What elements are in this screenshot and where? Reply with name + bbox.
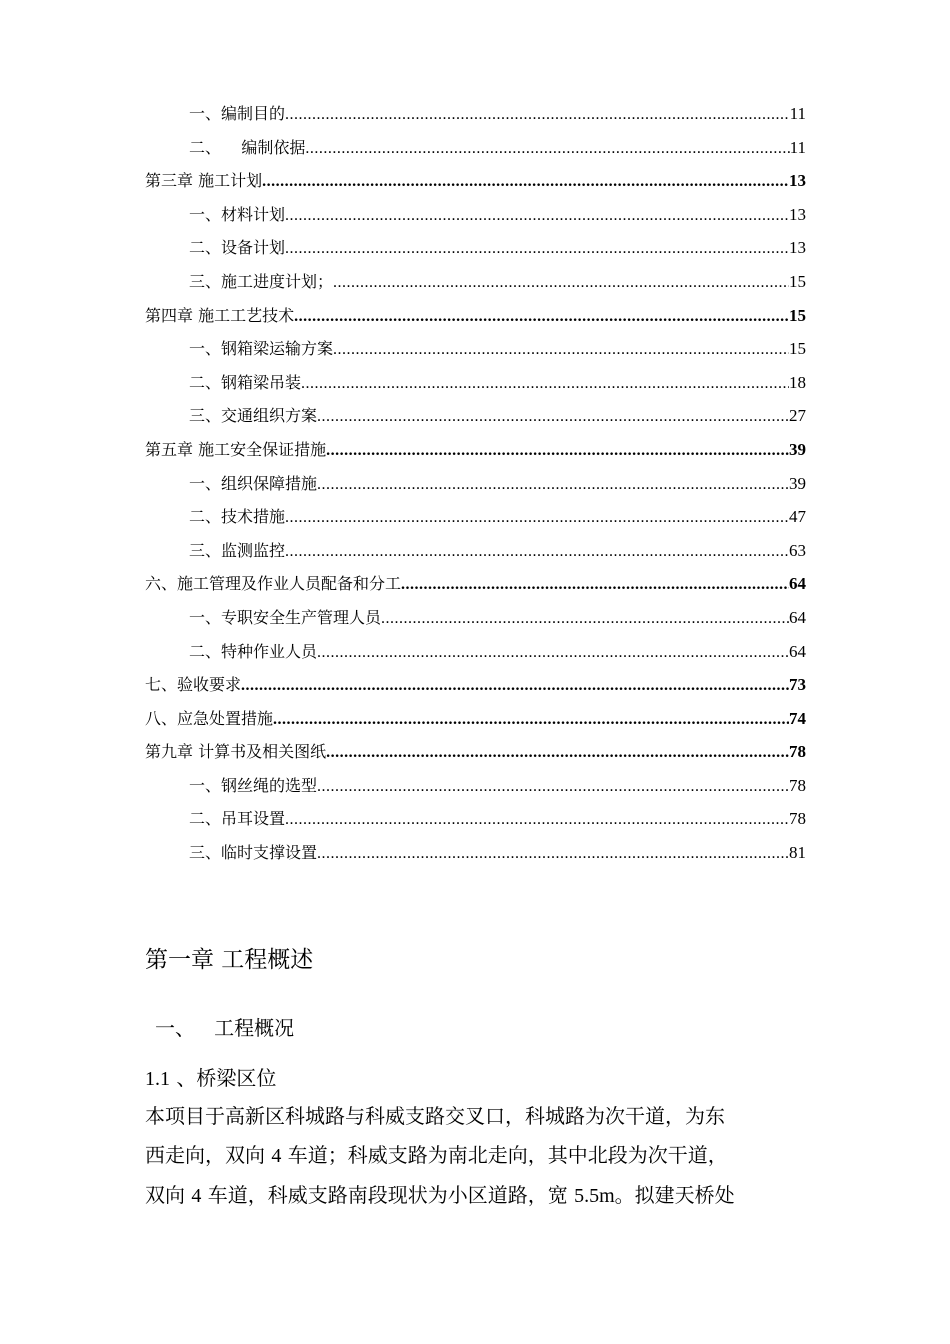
toc-entry-page: 15	[789, 271, 806, 291]
toc-leader-dots	[326, 736, 789, 770]
toc-entry-title: 一、专职安全生产管理人员	[189, 607, 382, 627]
toc-leader-dots	[317, 837, 789, 871]
toc-entry-page: 13	[789, 171, 806, 191]
toc-entry-page: 39	[789, 439, 806, 459]
toc-entry[interactable]	[145, 332, 806, 366]
section-heading: 一、 工程概况	[155, 1016, 295, 1040]
toc-entry-page: 73	[789, 675, 806, 695]
body-number: 4	[271, 1145, 282, 1167]
toc-leader-dots	[333, 266, 789, 300]
toc-leader-dots	[285, 98, 790, 132]
toc-leader-dots	[305, 132, 789, 166]
toc-leader-dots	[294, 300, 789, 334]
toc-leader-dots	[301, 367, 789, 401]
body-text-run: 双向	[145, 1183, 192, 1207]
toc-entry-title: 三、交通组织方案	[189, 406, 318, 426]
toc-leader-dots	[317, 770, 789, 804]
toc-entry-page: 47	[789, 507, 806, 527]
toc-entry-page: 78	[789, 742, 806, 762]
toc-entry[interactable]	[145, 399, 806, 433]
toc-entry-title: 三、施工进度计划；	[189, 271, 334, 291]
toc-entry[interactable]	[145, 265, 806, 299]
toc-entry[interactable]	[145, 500, 806, 534]
toc-entry-page: 63	[789, 540, 806, 560]
body-text-run: 车道；科威支路为南北走向，其中北段为次干道，	[281, 1143, 728, 1167]
toc-leader-dots	[285, 535, 789, 569]
toc-leader-dots	[317, 468, 789, 502]
toc-entry-title: 第九章 计算书及相关图纸	[145, 742, 327, 762]
toc-entry-page: 13	[789, 204, 806, 224]
subsection-heading	[145, 1060, 276, 1097]
toc-entry-page: 78	[789, 809, 806, 829]
toc-entry[interactable]	[145, 231, 806, 265]
toc-entry-page: 81	[789, 843, 806, 863]
toc-entry-title: 一、材料计划	[189, 204, 286, 224]
toc-entry-page: 64	[789, 574, 806, 594]
toc-chapter-entry[interactable]	[145, 567, 806, 601]
toc-chapter-entry[interactable]	[145, 433, 806, 467]
toc-entry-page: 78	[789, 775, 806, 795]
toc-leader-dots	[285, 232, 789, 266]
body-text-run: 西走向，双向	[145, 1143, 272, 1167]
body-line	[145, 1176, 805, 1216]
toc-leader-dots	[273, 703, 789, 737]
toc-entry[interactable]	[145, 366, 806, 400]
toc-chapter-entry[interactable]	[145, 299, 806, 333]
table-of-contents	[145, 97, 806, 870]
toc-entry[interactable]	[145, 131, 806, 165]
toc-leader-dots	[285, 199, 789, 233]
subsection-title: 、桥梁区位	[170, 1066, 277, 1090]
toc-leader-dots	[381, 602, 789, 636]
toc-entry-title: 二、吊耳设置	[189, 809, 286, 829]
toc-chapter-entry[interactable]	[145, 164, 806, 198]
toc-leader-dots	[333, 333, 789, 367]
toc-entry-title: 一、钢箱梁运输方案	[189, 339, 334, 359]
toc-entry-title: 七、验收要求	[145, 675, 242, 695]
toc-chapter-entry[interactable]	[145, 668, 806, 702]
toc-chapter-entry[interactable]	[145, 735, 806, 769]
toc-entry-title: 二、钢箱梁吊装	[189, 372, 302, 392]
toc-entry-title: 一、组织保障措施	[189, 473, 318, 493]
toc-entry-title: 第三章 施工计划	[145, 171, 263, 191]
toc-chapter-entry[interactable]	[145, 702, 806, 736]
toc-entry[interactable]	[145, 467, 806, 501]
toc-leader-dots	[317, 400, 789, 434]
toc-entry[interactable]	[145, 635, 806, 669]
toc-entry-page: 74	[789, 708, 806, 728]
toc-leader-dots	[285, 501, 789, 535]
toc-entry-page: 64	[789, 641, 806, 661]
toc-entry-page: 11	[789, 104, 806, 123]
toc-entry-page: 15	[789, 339, 806, 359]
toc-leader-dots	[285, 803, 789, 837]
toc-entry[interactable]	[145, 802, 806, 836]
toc-entry-title: 二、特种作业人员	[189, 641, 318, 661]
toc-entry-title: 一、钢丝绳的选型	[189, 775, 318, 795]
toc-entry-page: 15	[789, 305, 806, 325]
toc-entry-page: 18	[789, 372, 806, 392]
toc-entry-title: 六、施工管理及作业人员配备和分工	[145, 574, 402, 594]
toc-entry[interactable]	[145, 534, 806, 568]
toc-entry-title: 八、应急处置措施	[145, 708, 274, 728]
chapter-heading: 第一章 工程概述	[145, 947, 314, 973]
toc-entry-title: 二、设备计划	[189, 238, 286, 258]
toc-entry-title: 第四章 施工工艺技术	[145, 305, 295, 325]
toc-entry-page: 39	[789, 473, 806, 493]
toc-leader-dots	[317, 636, 789, 670]
toc-entry-page: 13	[789, 238, 806, 258]
toc-entry-title: 第五章 施工安全保证措施	[145, 439, 327, 459]
toc-leader-dots	[326, 434, 789, 468]
subsection-number: 1.1	[145, 1068, 170, 1090]
body-number: 4	[191, 1185, 202, 1207]
body-paragraph	[145, 1097, 805, 1216]
toc-entry-page: 64	[789, 607, 806, 627]
body-line: 本项目于高新区科城路与科威支路交叉口，科城路为次干道，为东	[145, 1104, 725, 1128]
body-text-run: 车道，科威支路南段现状为小区道路，宽	[201, 1183, 575, 1207]
toc-entry-title: 三、监测监控	[189, 540, 286, 560]
body-line	[145, 1136, 805, 1176]
body-measurement: 5.5m	[574, 1185, 615, 1207]
toc-entry[interactable]	[145, 836, 806, 870]
toc-entry[interactable]	[145, 769, 806, 803]
toc-entry-title: 一、编制目的	[189, 104, 286, 123]
toc-leader-dots	[262, 165, 789, 199]
body-text-run: 。拟建天桥处	[614, 1183, 735, 1207]
toc-entry[interactable]	[145, 601, 806, 635]
toc-entry-title: 三、临时支撑设置	[189, 843, 318, 863]
toc-entry[interactable]	[145, 97, 806, 131]
toc-entry-page: 11	[789, 137, 806, 157]
toc-entry-title: 二、 编制依据	[189, 137, 306, 157]
toc-entry[interactable]	[145, 198, 806, 232]
toc-leader-dots	[401, 568, 789, 602]
toc-entry-page: 27	[789, 406, 806, 426]
toc-entry-title: 二、技术措施	[189, 507, 286, 527]
toc-leader-dots	[241, 669, 789, 703]
